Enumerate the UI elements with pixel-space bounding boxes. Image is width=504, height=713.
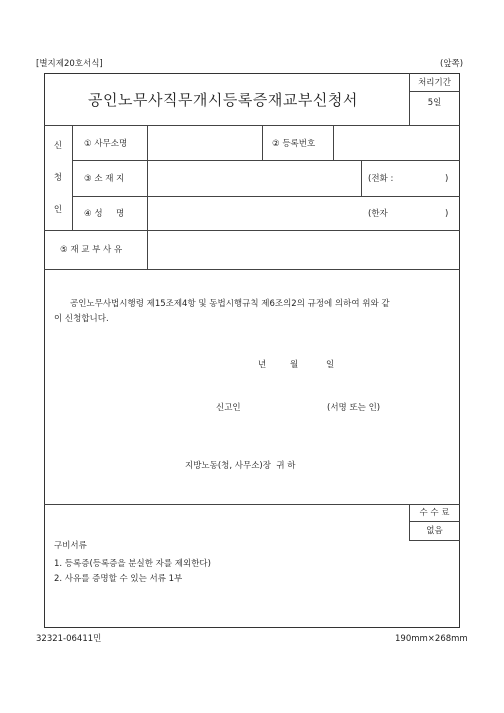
fee-label: 수 수 료 [419, 508, 450, 518]
fee-value: 없음 [426, 526, 443, 536]
addressee: 지방노동(청, 사무소)장 귀 하 [185, 461, 296, 471]
address-field[interactable] [152, 173, 357, 187]
form-frame [44, 73, 460, 628]
reissue-reason-label: ⑤ 재 교 부 사 유 [60, 245, 123, 255]
page-side-label: (앞쪽) [440, 59, 464, 69]
name-field[interactable] [152, 208, 352, 222]
processing-period-label: 처리기간 [418, 78, 451, 88]
date-year-label: 년 [258, 360, 267, 370]
applicant-signature-label: 신고인 [216, 403, 241, 413]
address-label: ③ 소 재 지 [84, 174, 125, 184]
statement-line-2: 이 신청합니다. [54, 314, 109, 324]
applicant-section-label-2: 청 [53, 173, 63, 183]
signature-or-seal-label: (서명 또는 인) [327, 403, 381, 413]
hanja-label: (한자 [368, 209, 388, 219]
processing-period-value: 5일 [427, 98, 442, 108]
statement-line-1: 공인노무사법시행령 제15조제4항 및 동법시행규칙 제6조의2의 규정에 의하여 위와 같 [70, 299, 390, 309]
registration-number-field[interactable] [338, 138, 456, 152]
hanja-close: ) [445, 209, 449, 219]
registration-number-label: ② 등록번호 [272, 139, 316, 149]
date-day-label: 일 [326, 360, 335, 370]
date-month-label: 월 [290, 360, 299, 370]
form-title: 공인노무사직무개시등록증재교부신청서 [88, 91, 358, 109]
required-document-item: 2. 사유를 증명할 수 있는 서류 1부 [54, 574, 183, 584]
reissue-reason-field[interactable] [152, 244, 452, 258]
name-label: ④ 성 명 [84, 209, 125, 219]
applicant-section-label-3: 인 [53, 205, 63, 215]
paper-size: 190mm×268mm [395, 634, 468, 644]
phone-close: ) [445, 174, 449, 184]
required-documents-title: 구비서류 [54, 541, 87, 551]
form-code: 32321-06411민 [36, 634, 102, 644]
office-name-label: ① 사무소명 [84, 139, 128, 149]
applicant-section-label-1: 신 [53, 141, 63, 151]
form-number: [별지제20호서식] [36, 59, 103, 69]
phone-label: (전화 : [368, 174, 394, 184]
required-document-item: 1. 등록증(등록증을 분실한 자를 제외한다) [54, 559, 211, 569]
office-name-field[interactable] [152, 138, 257, 152]
